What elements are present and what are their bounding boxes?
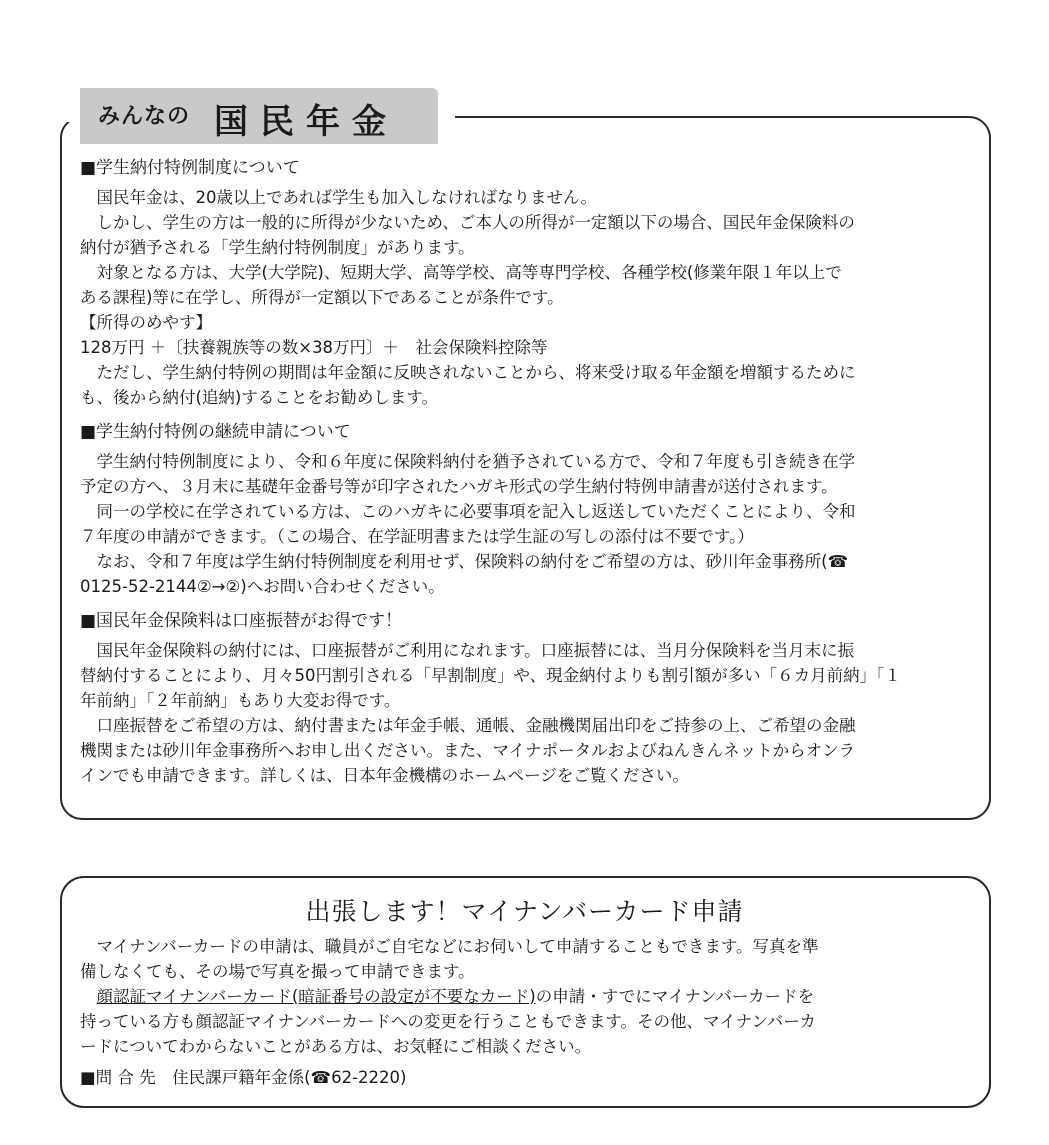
paragraph-line: 持っている方も顔認証マイナンバーカードへの変更を行うこともできます。その他、マイナンバーカ — [80, 1012, 816, 1031]
paragraph-line: 学生納付特例制度により、令和６年度に保険料納付を猶予されている方で、令和７年度も引き続き在学 — [96, 452, 856, 471]
paragraph-line: ある課程)等に在学し、所得が一定額以下であることが条件です。 — [80, 288, 564, 307]
paragraph-line: 機関または砂川年金事務所へお申し出ください。また、マイナポータルおよびねんきんネットからオンラ — [80, 741, 856, 760]
income-guideline-label: 【所得のめやす】 — [80, 313, 212, 332]
paragraph-line: 口座振替をご希望の方は、納付書または年金手帳、通帳、金融機関届出印をご持参の上、ご希望の金融 — [96, 716, 856, 735]
paragraph-line: 国民年金保険料の納付には、口座振替がご利用になれます。口座振替には、当月分保険料を当月末に振 — [96, 641, 855, 660]
heading-renewal: ■学生納付特例の継続申請について — [80, 422, 351, 442]
paragraph-line: も、後から納付(追納)することをお勧めします。 — [80, 388, 439, 407]
paragraph-line: 年前納」「２年前納」もあり大変お得です。 — [80, 691, 401, 710]
paragraph-line: 納付が猶予される「学生納付特例制度」があります。 — [80, 238, 475, 257]
paragraph-line — [80, 984, 980, 1009]
mynumber-content — [80, 934, 980, 1090]
paragraph-line: 同一の学校に在学されている方は、このハガキに必要事項を記入し返送していただくことにより、令和 — [96, 502, 856, 521]
heading-account-transfer: ■国民年金保険料は口座振替がお得です！ — [80, 611, 403, 631]
paragraph-line: ７年度の申請ができます。（この場合、在学証明書または学生証の写しの添付は不要です。） — [80, 527, 754, 546]
contact-info: ■問 合 先 住民課戸籍年金係(☎62-2220) — [80, 1068, 407, 1087]
paragraph-line: 備しなくても、その場で写真を撮って申請できます。 — [80, 962, 475, 981]
paragraph-line: 予定の方へ、３月末に基礎年金番号等が印字されたハガキ形式の学生納付特例申請書が送付されます。 — [80, 477, 838, 496]
tab-subtitle: みんなの — [98, 104, 191, 129]
paragraph-line: ただし、学生納付特例の期間は年金額に反映されないことから、将来受け取る年金額を増額するために — [96, 363, 856, 382]
pension-content — [80, 156, 980, 788]
paragraph-line: 替納付することにより、月々50円割引される「早割制度」や、現金納付よりも割引額が多い「６カ月前納」「１ — [80, 666, 901, 685]
paragraph-line: しかし、学生の方は一般的に所得が少ないため、ご本人の所得が一定額以下の場合、国民年金保険料の — [96, 213, 855, 232]
paragraph-line: 対象となる方は、大学(大学院)、短期大学、高等学校、高等専門学校、各種学校(修業年限１年以上で — [96, 263, 842, 282]
mynumber-title: 出張します！マイナンバーカード申請 — [305, 897, 744, 926]
paragraph-line: 国民年金は、20歳以上であれば学生も加入しなければなりません。 — [96, 188, 597, 207]
tab-title: 国民年金 — [214, 102, 398, 142]
paragraph-line: なお、令和７年度は学生納付特例制度を利用せず、保険料の納付をご希望の方は、砂川年金事務所(☎ — [96, 552, 849, 571]
heading-student-exemption: ■学生納付特例制度について — [80, 158, 300, 178]
paragraph-line: インでも申請できます。詳しくは、日本年金機構のホームページをご覧ください。 — [80, 766, 689, 785]
paragraph-line: 0125-52-2144②→②)へお問い合わせください。 — [80, 577, 445, 596]
income-formula: 128万円 ＋〔扶養親族等の数×38万円〕＋ 社会保険料控除等 — [80, 338, 548, 357]
paragraph-line: マイナンバーカードの申請は、職員がご自宅などにお伺いして申請することもできます。写真を準 — [96, 937, 819, 956]
paragraph-line: ードについてわからないことがある方は、お気軽にご相談ください。 — [80, 1037, 592, 1056]
paragraph-fragment: の申請・すでにマイナンバーカードを — [535, 987, 815, 1006]
face-auth-card-underlined: 顔認証マイナンバーカード(暗証番号の設定が不要なカード) — [96, 987, 536, 1006]
